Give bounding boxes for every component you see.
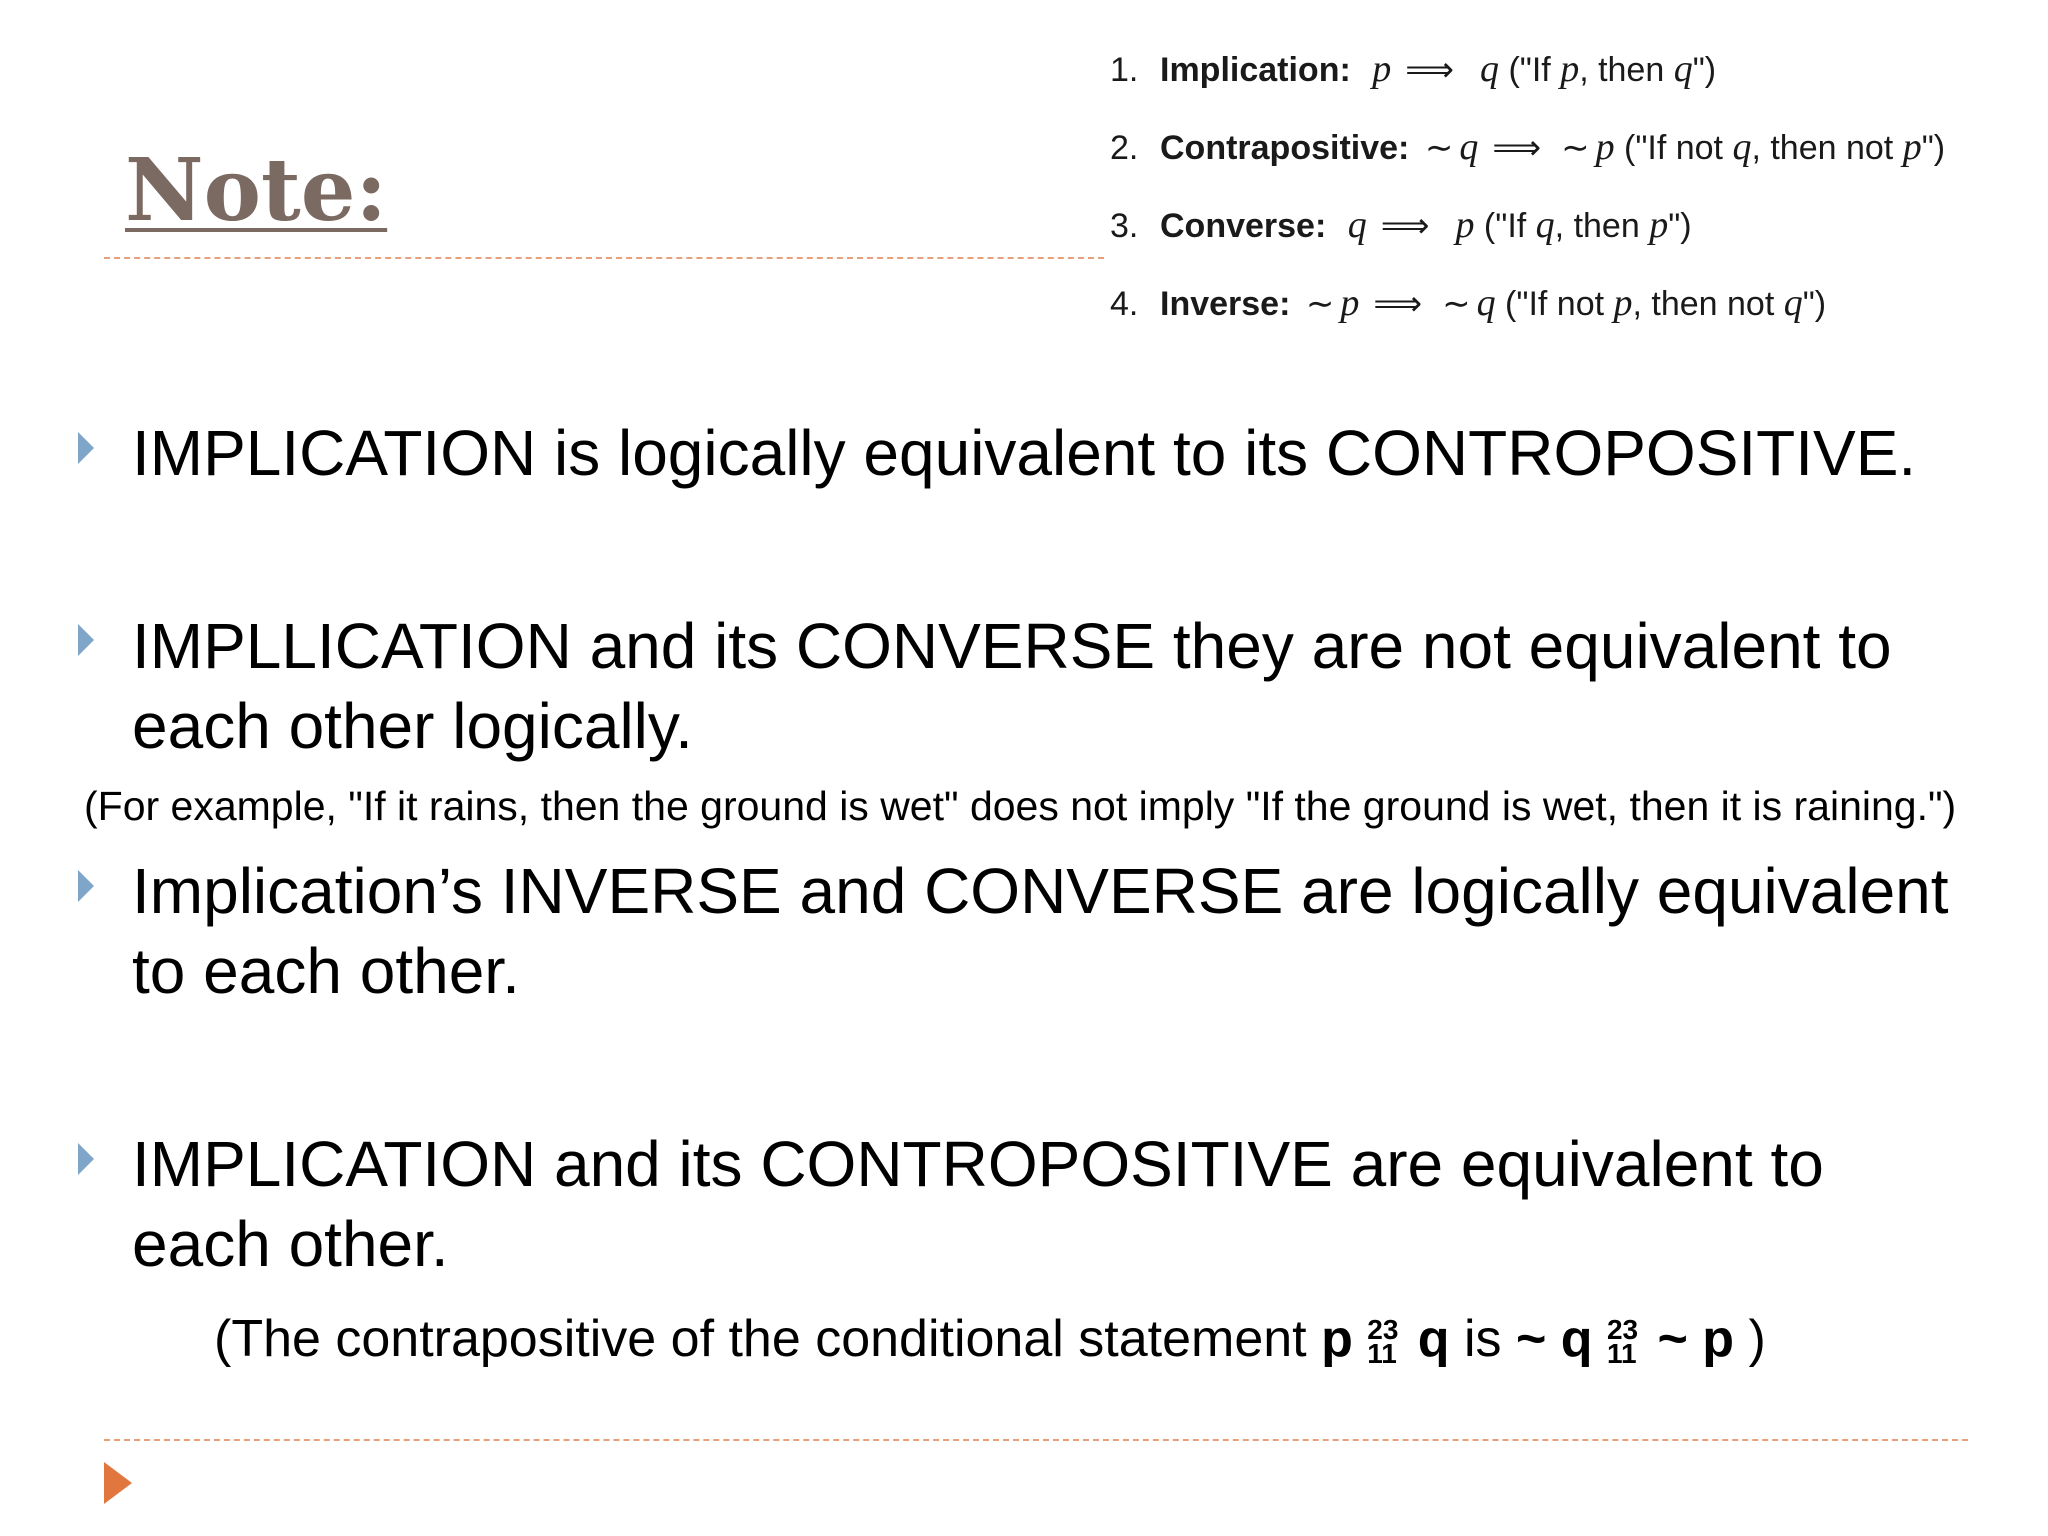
variable: p xyxy=(1649,204,1669,246)
implies-arrow-icon: ⟹ xyxy=(1373,284,1423,324)
footer-divider xyxy=(104,1439,1968,1441)
gloss-text: ("If xyxy=(1474,207,1536,245)
negation-symbol: ∼ xyxy=(1305,284,1335,324)
term-label: Implication: xyxy=(1160,51,1351,89)
definition-converse xyxy=(1110,206,1692,244)
variable: q xyxy=(1480,48,1499,90)
garbled-symbol-icon: 23 11 xyxy=(1367,1314,1399,1369)
note-text: is xyxy=(1449,1310,1516,1368)
definition-contrapositive xyxy=(1110,128,1945,166)
footer-triangle-icon xyxy=(104,1462,132,1504)
bullet-marker-icon xyxy=(78,1143,94,1175)
variable: q xyxy=(1535,204,1555,246)
gloss-text: , then not xyxy=(1632,285,1784,323)
definition-implication xyxy=(1110,50,1716,88)
variable: p xyxy=(1321,1310,1353,1368)
gloss-text: , then not xyxy=(1751,129,1903,167)
implies-arrow-icon: ⟹ xyxy=(1492,128,1542,168)
negated-variable: ~ p xyxy=(1657,1310,1735,1368)
variable: q xyxy=(1783,282,1803,324)
gloss-text: ") xyxy=(1802,285,1827,323)
gloss-text: ") xyxy=(1921,129,1946,167)
variable: q xyxy=(1347,204,1367,246)
bullet-marker-icon xyxy=(78,870,94,902)
slide-title: Note: xyxy=(125,140,388,241)
gloss-text: ") xyxy=(1668,207,1692,245)
list-number: 3. xyxy=(1110,207,1139,245)
term-label: Converse: xyxy=(1160,207,1327,245)
bullet-marker-icon xyxy=(78,432,94,464)
bullet-text: IMPLICATION is logically equivalent to its CONTROPOSITIVE. xyxy=(132,417,1917,489)
term-label: Inverse: xyxy=(1160,285,1291,323)
bullet-marker-icon xyxy=(78,624,94,656)
implies-arrow-icon: ⟹ xyxy=(1380,206,1430,246)
list-number: 4. xyxy=(1110,285,1139,323)
variable: q xyxy=(1476,282,1496,324)
variable: p xyxy=(1560,48,1580,90)
gloss-text: ("If xyxy=(1499,51,1561,89)
list-number: 2. xyxy=(1110,129,1139,167)
bullet-text: IMPLICATION and its CONTROPOSITIVE are equivalent to each other. xyxy=(132,1128,1824,1280)
term-label: Contrapositive: xyxy=(1160,129,1410,167)
variable: p xyxy=(1595,126,1615,168)
gloss-text: , then xyxy=(1554,207,1650,245)
gloss-text: ("If not xyxy=(1495,285,1614,323)
variable: p xyxy=(1902,126,1922,168)
negation-symbol: ∼ xyxy=(1424,128,1454,168)
gloss-text: ("If not xyxy=(1614,129,1733,167)
variable: q xyxy=(1417,1310,1450,1368)
variable: p xyxy=(1455,204,1475,246)
variable: q xyxy=(1732,126,1752,168)
negation-symbol: ∼ xyxy=(1561,128,1590,168)
variable: p xyxy=(1613,282,1633,324)
variable: p xyxy=(1340,282,1360,324)
garbled-symbol-icon: 23 11 xyxy=(1606,1314,1639,1369)
implies-arrow-icon: ⟹ xyxy=(1405,50,1454,90)
negated-variable: ~ q xyxy=(1515,1310,1593,1368)
variable: q xyxy=(1459,126,1479,168)
note-text: (The contrapositive of the conditional statement xyxy=(214,1310,1322,1368)
example-note: (For example, "If it rains, then the ground is wet" does not imply "If the ground is wet, then it is raining.") xyxy=(84,783,1957,829)
note-text: ) xyxy=(1734,1310,1766,1368)
variable: p xyxy=(1372,48,1392,90)
title-divider xyxy=(104,257,1104,259)
contrapositive-note xyxy=(214,1308,1766,1370)
bullet-text: Implication’s INVERSE and CONVERSE are logically equivalent to each other. xyxy=(132,855,1949,1007)
list-number: 1. xyxy=(1110,51,1139,89)
bullet-text: IMPLLICATION and its CONVERSE they are not equivalent to each other logically. xyxy=(132,610,1892,762)
definition-inverse xyxy=(1110,284,1826,322)
variable: q xyxy=(1673,48,1693,90)
negation-symbol: ∼ xyxy=(1442,284,1471,324)
gloss-text: , then xyxy=(1579,51,1674,89)
gloss-text: ") xyxy=(1692,51,1717,89)
